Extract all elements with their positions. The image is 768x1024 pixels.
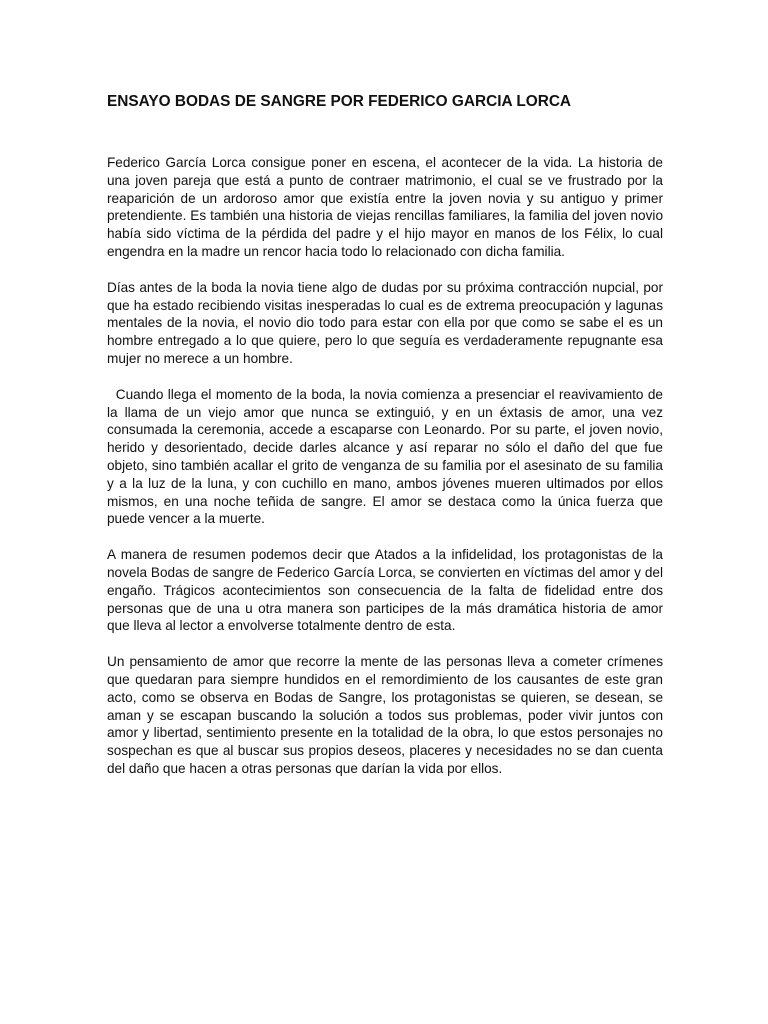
document-body	[107, 92, 667, 796]
paragraph-1: Federico García Lorca consigue poner en escena, el acontecer de la vida. La historia de una joven pareja que está a punto de contraer matrimonio, el cual se ve frustrado por la reaparición de un ardoroso amor que existía entre la joven novia y su antiguo y primer pretendiente. Es también una historia de viejas rencillas familiares, la familia del joven novio había sido víctima de la pérdida del padre y el hijo mayor en manos de los Félix, lo cual engendra en la madre un rencor hacia todo lo relacionado con dicha familia.	[107, 155, 663, 259]
paragraph-5: Un pensamiento de amor que recorre la mente de las personas lleva a cometer crímenes que quedaran para siempre hundidos en el remordimiento de los causantes de este gran acto, como se observa en Bodas de Sangre, los protagonistas se quieren, se desean, se aman y se escapan buscando la solución a todos sus problemas, poder vivir juntos con amor y libertad, sentimiento presente en la totalidad de la obra, lo que estos personajes no sospechan es que al buscar sus propios deseos, placeres y necesidades no se dan cuenta del daño que hacen a otras personas que darían la vida por ellos.	[107, 654, 663, 776]
paragraph-4: A manera de resumen podemos decir que Atados a la infidelidad, los protagonistas de la novela Bodas de sangre de Federico García Lorca, se convierten en víctimas del amor y del engaño. Trágicos acontecimientos son consecuencia de la falta de fidelidad entre dos personas que de una u otra manera son participes de la más dramática historia de amor que lleva al lector a envolverse totalmente dentro de esta.	[107, 547, 663, 634]
paragraph-3: Cuando llega el momento de la boda, la novia comienza a presenciar el reavivamiento de la llama de un viejo amor que nunca se extinguió, y en un éxtasis de amor, una vez consumada la ceremonia, accede a escaparse con Leonardo. Por su parte, el joven novio, herido y desorientado, decide darles alcance y así reparar no sólo el daño del que fue objeto, sino también acallar el grito de venganza de su familia por el asesinato de su familia y a la luz de la luna, y con cuchillo en mano, ambos jóvenes mueren ultimados por ellos mismos, en una noche teñida de sangre. El amor se destaca como la única fuerza que puede vencer a la muerte.	[107, 386, 667, 527]
paragraph-2: Días antes de la boda la novia tiene algo de dudas por su próxima contracción nupcial, por que ha estado recibiendo visitas inesperadas lo cual es de extrema preocupación y lagunas mentales de la novia, el novio dio todo para estar con ella por que como se sabe el es un hombre entregado a lo que quiere, pero lo que seguía es verdaderamente repugnante esa mujer no merece a un hombre.	[107, 279, 663, 366]
document-title: ENSAYO BODAS DE SANGRE POR FEDERICO GARCIA LORCA	[107, 93, 572, 110]
